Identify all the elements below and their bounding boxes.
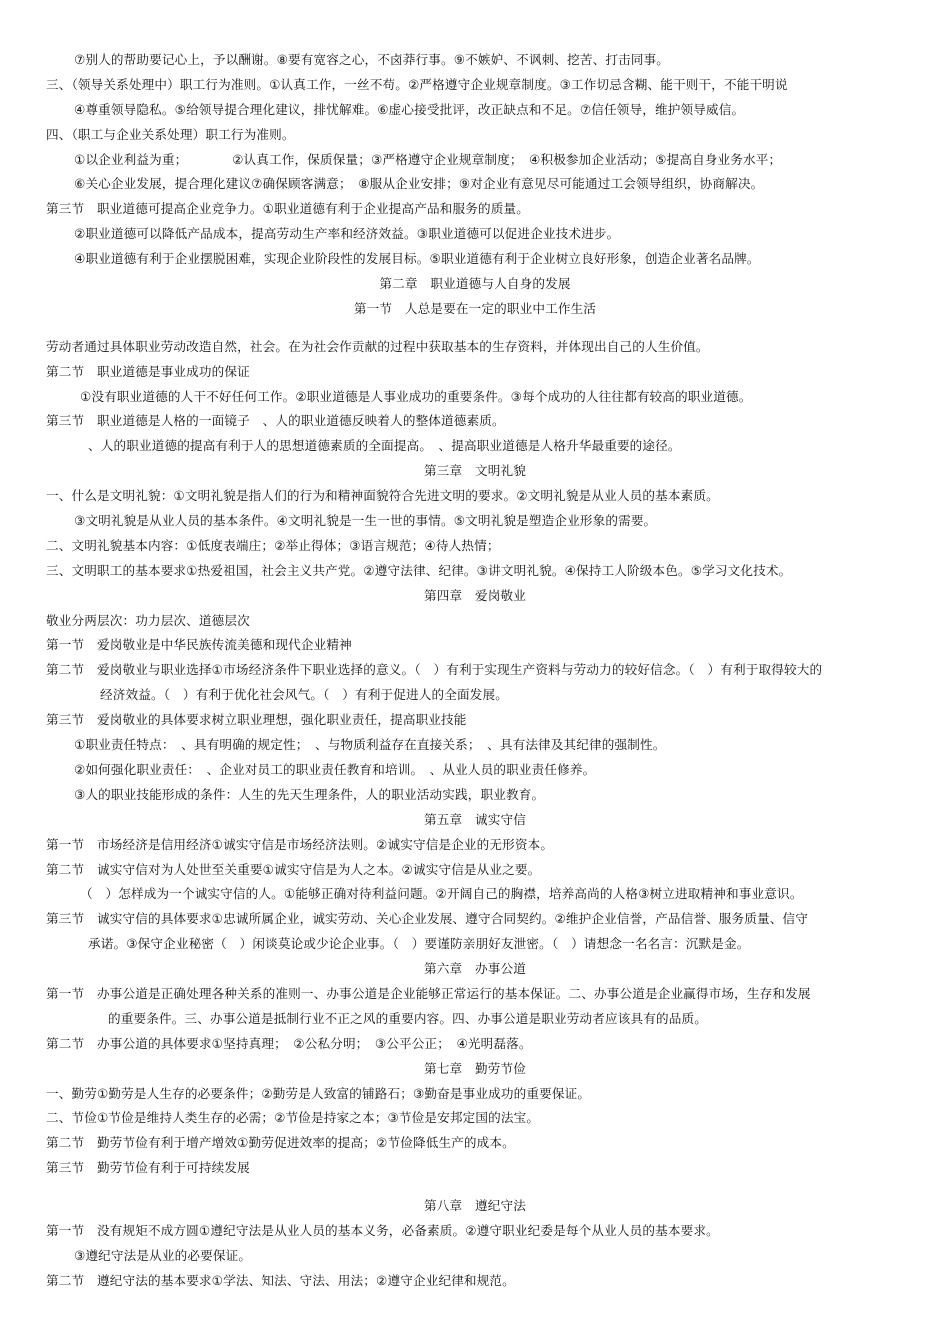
text-line: （ ）怎样成为一个诚实守信的人。①能够正确对待利益问题。②开阔自己的胸襟，培养高尚的人格③树立进取精神和事业意识。 xyxy=(80,886,803,902)
text-line: 第二节 诚实守信对为人处世至关重要①诚实守信是为人之本。②诚实守信是从业之要。 xyxy=(46,861,541,877)
text-line: 第三节 职业道德可提高企业竞争力。①职业道德有利于企业提高产品和服务的质量。 xyxy=(46,201,529,217)
text-line: 二、节俭①节俭是维持人类生存的必需；②节俭是持家之本；③节俭是安邦定国的法宝。 xyxy=(46,1110,540,1126)
text-line: 敬业分两层次：功力层次、道德层次 xyxy=(46,612,250,628)
chapter-heading: 第五章 诚实守信 xyxy=(424,811,526,827)
text-line: 第三节 勤劳节俭有利于可持续发展 xyxy=(46,1160,250,1176)
text-line: 四、（职工与企业关系处理）职工行为准则。 xyxy=(46,126,295,142)
text-line: 第二节 办事公道的具体要求①坚持真理； ②公私分明； ③公平公正； ④光明磊落。 xyxy=(46,1035,532,1051)
text-line: ③人的职业技能形成的条件：人生的先天生理条件，人的职业活动实践，职业教育。 xyxy=(74,786,545,802)
text-line: ③遵纪守法是从业的必要保证。 xyxy=(74,1247,252,1263)
text-line: ④职业道德有利于企业摆脱困难，实现企业阶段性的发展目标。⑤职业道德有利于企业树立良好形象，创造企业著名品牌。 xyxy=(74,251,760,267)
text-line: 的重要条件。三、办事公道是抵制行业不正之风的重要内容。四、办事公道是职业劳动者应该具有的品质。 xyxy=(108,1010,707,1026)
chapter-heading: 第四章 爱岗敬业 xyxy=(424,587,526,603)
text-line: ②如何强化职业责任： 、企业对员工的职业责任教育和培训。 、从业人员的职业责任修养。 xyxy=(74,761,596,777)
text-line: 第三节 职业道德是人格的一面镜子 、人的职业道德反映着人的整体道德素质。 xyxy=(46,413,505,429)
section-heading: 第一节 人总是要在一定的职业中工作生活 xyxy=(353,300,597,316)
text-line: 三、（领导关系处理中）职工行为准则。①认真工作，一丝不苟。②严格遵守企业规章制度。③工作切忌含糊、能干则干，不能干明说 xyxy=(46,76,788,92)
chapter-heading: 第六章 办事公道 xyxy=(424,961,526,977)
text-line: ⑥关心企业发展，提合理化建议⑦确保顾客满意； ⑧服从企业安排；⑨对企业有意见尽可能通过工会领导组织，协商解决。 xyxy=(74,176,764,192)
text-line: 第三节 爱岗敬业的具体要求树立职业理想，强化职业责任，提高职业技能 xyxy=(46,712,467,728)
text-line: 第二节 遵纪守法的基本要求①学法、知法、守法、用法；②遵守企业纪律和规范。 xyxy=(46,1272,515,1288)
text-line: 第二节 职业道德是事业成功的保证 xyxy=(46,363,250,379)
text-line: 第一节 没有规矩不成方圆①遵纪守法是从业人员的基本义务，必备素质。②遵守职业纪委是每个从业人员的基本要求。 xyxy=(46,1222,719,1238)
chapter-heading: 第八章 遵纪守法 xyxy=(424,1198,526,1214)
text-line: ①以企业利益为重； ②认真工作，保质保量；③严格遵守企业规章制度； ④积极参加企业活动；⑤提高自身业务水平； xyxy=(74,151,782,167)
text-line: 三、文明职工的基本要求①热爱祖国，社会主义共产党。②遵守法律、纪律。③讲文明礼貌。④保持工人阶级本色。⑤学习文化技术。 xyxy=(46,562,792,578)
text-line: 第一节 爱岗敬业是中华民族传流美德和现代企业精神 xyxy=(46,637,352,653)
text-line: 第三节 诚实守信的具体要求①忠诚所属企业，诚实劳动、关心企业发展、遵守合同契约。②维护企业信誉，产品信誉、服务质量、信守 xyxy=(46,911,809,927)
text-line: 、人的职业道德的提高有利于人的思想道德素质的全面提高。 、提高职业道德是人格升华最重要的途径。 xyxy=(88,438,681,454)
text-line: 一、什么是文明礼貌：①文明礼貌是指人们的行为和精神面貌符合先进文明的要求。②文明礼貌是从业人员的基本素质。 xyxy=(46,488,719,504)
text-line: 第二节 勤劳节俭有利于增产增效①勤劳促进效率的提高；②节俭降低生产的成本。 xyxy=(46,1135,515,1151)
text-line: 经济效益。（ ）有利于优化社会风气。（ ）有利于促进人的全面发展。 xyxy=(100,687,508,703)
chapter-heading: 第三章 文明礼貌 xyxy=(424,463,526,479)
text-line: ①没有职业道德的人干不好任何工作。②职业道德是人事业成功的重要条件。③每个成功的人往往都有较高的职业道德。 xyxy=(80,388,752,404)
text-line: 一、勤劳①勤劳是人生存的必要条件；②勤劳是人致富的铺路石；③勤奋是事业成功的重要保证。 xyxy=(46,1085,591,1101)
text-line: ②职业道德可以降低产品成本，提高劳动生产率和经济效益。③职业道德可以促进企业技术进步。 xyxy=(74,226,620,242)
text-line: 第二节 爱岗敬业与职业选择①市场经济条件下职业选择的意义。（ ）有利于实现生产资料与劳动力的较好信念。（ ）有利于取得较大的 xyxy=(46,662,823,678)
text-line: 第一节 办事公道是正确处理各种关系的准则一、办事公道是企业能够正常运行的基本保证。二、办事公道是企业赢得市场，生存和发展 xyxy=(46,985,811,1001)
chapter-heading: 第二章 职业道德与人自身的发展 xyxy=(379,276,571,292)
text-line: 承诺。③保守企业秘密（ ）闲谈莫论或少论企业事。（ ）要谨防亲朋好友泄密。（ ）请想念一名名言：沉默是金。 xyxy=(88,936,750,952)
text-line: ④尊重领导隐私。⑤给领导提合理化建议，排忧解难。⑥虚心接受批评，改正缺点和不足。⑦信任领导，维护领导威信。 xyxy=(74,101,745,117)
text-line: 第一节 市场经济是信用经济①诚实守信是市场经济法则。②诚实守信是企业的无形资本。 xyxy=(46,836,554,852)
chapter-heading: 第七章 勤劳节俭 xyxy=(424,1060,526,1076)
text-line: 劳动者通过具体职业劳动改造自然，社会。在为社会作贡献的过程中获取基本的生存资料，并体现出自己的人生价值。 xyxy=(46,338,709,354)
document-page xyxy=(0,48,950,1294)
text-line: ①职业责任特点： 、具有明确的规定性； 、与物质利益存在直接关系； 、具有法律及其纪律的强制性。 xyxy=(74,737,666,753)
text-line: ⑦别人的帮助要记心上，予以酬谢。⑧要有宽容之心，不卤莽行事。⑨不嫉妒、不讽刺、挖苦、打击同事。 xyxy=(74,52,670,67)
text-line: 二、文明礼貌基本内容：①低度表端庄；②举止得体；③语言规范；④待人热情； xyxy=(46,537,500,553)
text-line: ③文明礼貌是从业人员的基本条件。④文明礼貌是一生一世的事情。⑤文明礼貌是塑造企业形象的需要。 xyxy=(74,513,657,529)
